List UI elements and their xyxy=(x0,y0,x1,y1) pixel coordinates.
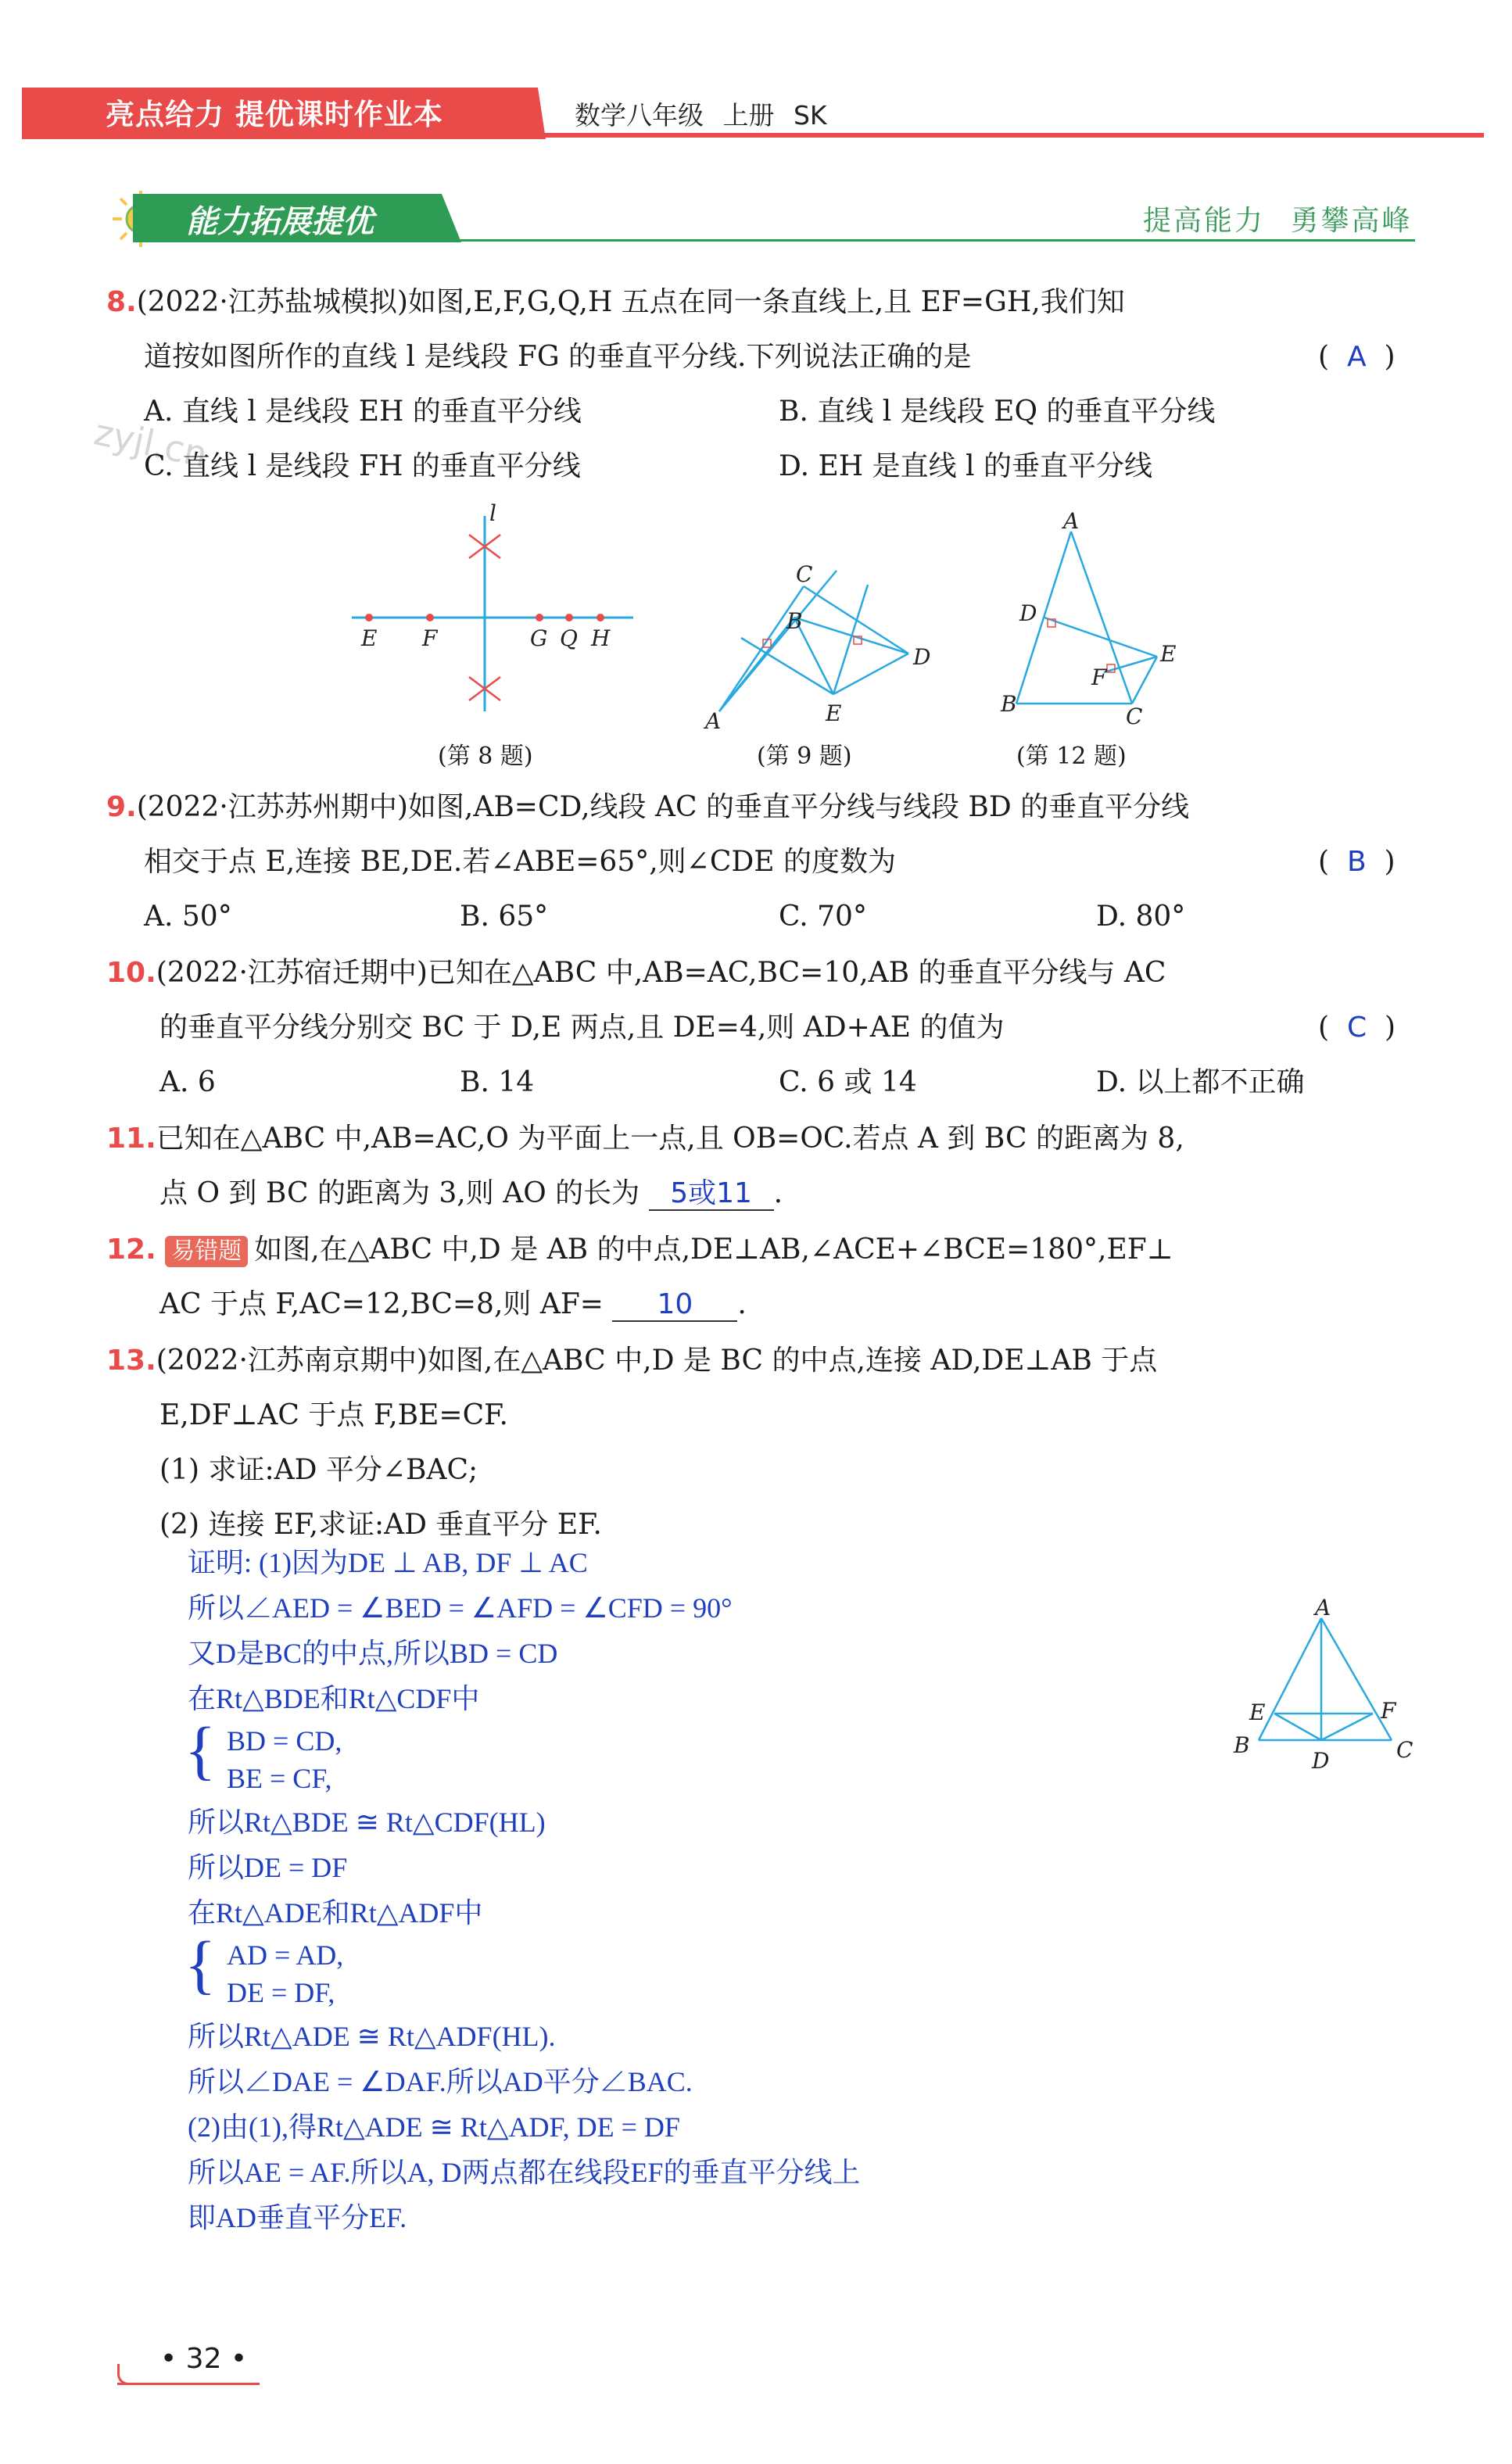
page-number: • 32 • xyxy=(160,2343,248,2375)
figure-9 xyxy=(688,547,954,735)
fig9-label-e: E xyxy=(826,700,842,726)
error-prone-tag: 易错题 xyxy=(165,1236,248,1267)
section-motto: 提高能力 勇攀高峰 xyxy=(1143,205,1413,237)
fig12-label-a: A xyxy=(1063,508,1080,534)
book-subject: 数学八年级 上册 SK xyxy=(575,100,827,131)
fig9-caption: (第 9 题) xyxy=(757,743,852,770)
q9-number: 9. xyxy=(106,791,137,823)
solution-line-7: 所以Rt△BDE ≅ Rt△CDF(HL) xyxy=(188,1807,546,1838)
q13-number: 13. xyxy=(106,1345,156,1377)
q13-line2: E,DF⊥AC 于点 F,BE=CF. xyxy=(159,1399,508,1431)
fig12-label-b: B xyxy=(1001,691,1017,717)
fig9-label-b: B xyxy=(786,608,803,634)
fig9-label-a: A xyxy=(705,708,722,734)
q10-line1: 10.(2022·江苏宿迁期中)已知在△ABC 中,AB=AC,BC=10,AB 的垂直平分线与 AC xyxy=(106,957,1166,989)
fig9-label-d: D xyxy=(913,644,931,670)
q8-answer: ( A ) xyxy=(1318,341,1396,373)
fig13-label-c: C xyxy=(1396,1737,1413,1763)
figure-13 xyxy=(1220,1595,1431,1775)
q8-option-a: A. 直线 l 是线段 EH 的垂直平分线 xyxy=(144,396,582,428)
fig9-label-c: C xyxy=(796,561,813,587)
q10-option-b: B. 14 xyxy=(460,1066,535,1098)
fig12-label-c: C xyxy=(1126,704,1143,727)
q10-option-c: C. 6 或 14 xyxy=(779,1066,917,1098)
q9-answer: ( B ) xyxy=(1318,846,1396,878)
figure-8 xyxy=(344,500,641,719)
q10-option-a: A. 6 xyxy=(159,1066,216,1098)
solution-brace-2: { xyxy=(185,1929,217,2001)
watermark: zyjl.cn xyxy=(90,410,212,476)
fig8-caption: (第 8 题) xyxy=(438,743,533,770)
solution-line-10: AD = AD, xyxy=(227,1939,344,1971)
fig13-label-a: A xyxy=(1315,1595,1331,1621)
fig8-label-g: G xyxy=(530,625,548,651)
solution-line-15: 所以AE = AF.所以A, D两点都在线段EF的垂直平分线上 xyxy=(188,2157,861,2188)
q13-line1: 13.(2022·江苏南京期中)如图,在△ABC 中,D 是 BC 的中点,连接 AD,DE⊥AB 于点 xyxy=(106,1345,1158,1377)
solution-line-4: 在Rt△BDE和Rt△CDF中 xyxy=(188,1683,480,1714)
solution-line-2: 所以∠AED = ∠BED = ∠AFD = ∠CFD = 90° xyxy=(188,1592,733,1624)
q13-part1: (1) 求证:AD 平分∠BAC; xyxy=(159,1454,478,1486)
solution-line-12: 所以Rt△ADE ≅ Rt△ADF(HL). xyxy=(188,2021,556,2052)
q12-answer-blank: 10 xyxy=(612,1289,737,1322)
solution-line-3: 又D是BC的中点,所以BD = CD xyxy=(188,1638,558,1669)
q11-answer-blank: 5或11 xyxy=(649,1178,774,1211)
footer-rule xyxy=(117,2383,260,2385)
q9-line2: 相交于点 E,连接 BE,DE.若∠ABE=65°,则∠CDE 的度数为 xyxy=(144,846,896,878)
figure-12 xyxy=(985,508,1188,727)
fig8-label-h: H xyxy=(591,625,611,651)
fig12-label-f: F xyxy=(1091,664,1107,690)
q10-number: 10. xyxy=(106,957,156,989)
q9-line1: 9.(2022·江苏苏州期中)如图,AB=CD,线段 AC 的垂直平分线与线段 BD 的垂直平分线 xyxy=(106,791,1190,823)
q9-option-d: D. 80° xyxy=(1096,901,1186,933)
q12-line2: AC 于点 F,AC=12,BC=8,则 AF= 10 . xyxy=(159,1288,747,1320)
q12-number: 12. xyxy=(106,1234,156,1266)
fig8-label-e: E xyxy=(361,625,378,651)
q8-number: 8. xyxy=(106,286,137,318)
q10-answer: ( C ) xyxy=(1318,1012,1396,1044)
solution-line-6: BE = CF, xyxy=(227,1763,332,1794)
q9-option-a: A. 50° xyxy=(144,901,232,933)
q11-line2: 点 O 到 BC 的距离为 3,则 AO 的长为 5或11 . xyxy=(159,1177,783,1209)
fig8-label-f: F xyxy=(422,625,438,651)
q13-part2: (2) 连接 EF,求证:AD 垂直平分 EF. xyxy=(159,1509,602,1541)
q8-line2: 道按如图所作的直线 l 是线段 FG 的垂直平分线.下列说法正确的是 xyxy=(144,341,972,373)
fig8-label-l: l xyxy=(489,500,496,526)
q8-option-c: C. 直线 l 是线段 FH 的垂直平分线 xyxy=(144,450,581,482)
q12-line1: 12. 易错题 如图,在△ABC 中,D 是 AB 的中点,DE⊥AB,∠ACE+∠BCE=180°,EF⊥ xyxy=(106,1234,1173,1266)
solution-line-5: BD = CD, xyxy=(227,1725,342,1757)
q11-number: 11. xyxy=(106,1123,156,1155)
solution-line-9: 在Rt△ADE和Rt△ADF中 xyxy=(188,1897,483,1929)
book-title: 亮点给力 提优课时作业本 xyxy=(106,98,443,131)
solution-line-8: 所以DE = DF xyxy=(188,1852,348,1883)
q9-option-c: C. 70° xyxy=(779,901,867,933)
solution-line-16: 即AD垂直平分EF. xyxy=(188,2202,407,2233)
q8-line1: 8.(2022·江苏盐城模拟)如图,E,F,G,Q,H 五点在同一条直线上,且 EF=GH,我们知 xyxy=(106,286,1125,318)
fig8-label-q: Q xyxy=(560,625,578,651)
fig12-label-e: E xyxy=(1160,641,1177,667)
solution-line-1: 证明: (1)因为DE ⊥ AB, DF ⊥ AC xyxy=(188,1547,588,1578)
q9-option-b: B. 65° xyxy=(460,901,549,933)
fig13-label-b: B xyxy=(1234,1732,1250,1758)
solution-line-11: DE = DF, xyxy=(227,1977,335,2008)
fig13-label-f: F xyxy=(1381,1698,1396,1724)
q10-option-d: D. 以上都不正确 xyxy=(1096,1066,1305,1098)
fig13-label-d: D xyxy=(1312,1748,1330,1774)
solution-line-13: 所以∠DAE = ∠DAF.所以AD平分∠BAC. xyxy=(188,2066,693,2097)
q10-line2: 的垂直平分线分别交 BC 于 D,E 两点,且 DE=4,则 AD+AE 的值为 xyxy=(159,1012,1005,1044)
fig12-caption: (第 12 题) xyxy=(1016,743,1127,770)
fig12-label-d: D xyxy=(1019,600,1037,626)
q8-option-d: D. EH 是直线 l 的垂直平分线 xyxy=(779,450,1152,482)
solution-line-14: (2)由(1),得Rt△ADE ≅ Rt△ADF, DE = DF xyxy=(188,2111,680,2143)
fig13-label-e: E xyxy=(1249,1699,1266,1725)
header-rule xyxy=(22,133,1484,138)
solution-brace-1: { xyxy=(185,1714,217,1787)
q11-line1: 11.已知在△ABC 中,AB=AC,O 为平面上一点,且 OB=OC.若点 A 到 BC 的距离为 8, xyxy=(106,1123,1184,1155)
section-title: 能力拓展提优 xyxy=(186,204,374,240)
footer-ornament xyxy=(117,2364,143,2385)
q8-option-b: B. 直线 l 是线段 EQ 的垂直平分线 xyxy=(779,396,1216,428)
